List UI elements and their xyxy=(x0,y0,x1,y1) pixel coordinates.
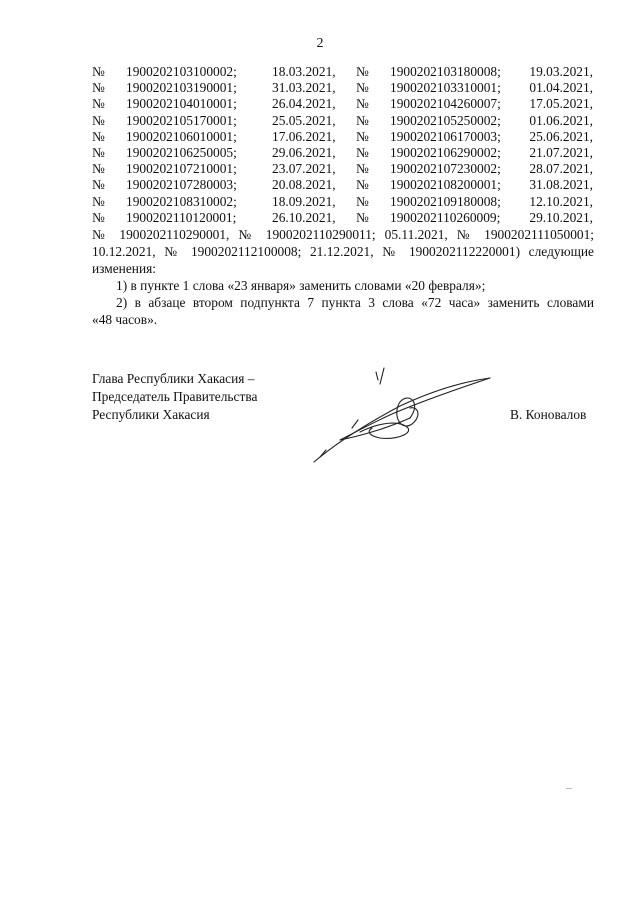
continuation-line-2: 10.12.2021, № 1900202112100008; 21.12.2021, № 1900202112220001) следующие xyxy=(92,244,594,259)
registry-row xyxy=(0,161,640,178)
change-item-2-line-2: «48 часов». xyxy=(92,312,158,327)
registry-date: 18.09.2021, xyxy=(272,193,336,209)
registry-row xyxy=(0,80,640,97)
number-sign: № xyxy=(92,96,105,112)
number-sign: № xyxy=(92,112,105,128)
registry-date: 18.03.2021, xyxy=(272,64,336,79)
registry-number: 1900202106290002; xyxy=(390,145,501,160)
registry-number: 1900202103190001; xyxy=(126,80,237,96)
registry-row xyxy=(0,145,640,162)
registry-number: 1900202105170001; xyxy=(126,112,237,128)
registry-number: 1900202106250005; xyxy=(126,145,237,160)
registry-date: 17.05.2021, xyxy=(529,96,593,112)
registry-number: 1900202107280003; xyxy=(126,177,237,193)
change-item-2-line-1: 2) в абзаце втором подпункта 7 пункта 3 слова «72 часа» заменить словами xyxy=(116,295,594,310)
registry-row xyxy=(0,96,640,113)
signatory-title-line-3: Республики Хакасия xyxy=(92,407,210,422)
change-item-1: 1) в пункте 1 слова «23 января» заменить словами «20 февраля»; xyxy=(116,278,486,293)
registry-number: 1900202108200001; xyxy=(390,177,501,193)
registry-number: 1900202107230002; xyxy=(390,161,501,177)
continuation-line-1: № 1900202110290001, № 1900202110290011; 05.11.2021, № 1900202111050001; xyxy=(92,227,594,242)
signatory-title-line-1: Глава Республики Хакасия – xyxy=(92,371,255,386)
registry-row xyxy=(0,177,640,194)
registry-date: 31.08.2021, xyxy=(529,177,593,193)
registry-date: 28.07.2021, xyxy=(529,161,593,177)
registry-number: 1900202108310002; xyxy=(126,193,237,209)
signatory-title-line-2: Председатель Правительства xyxy=(92,389,258,404)
registry-number: 1900202107210001; xyxy=(126,161,237,177)
number-sign: № xyxy=(92,64,105,79)
number-sign: № xyxy=(356,145,369,160)
registry-row xyxy=(0,210,640,227)
registry-date: 12.10.2021, xyxy=(529,193,593,209)
number-sign: № xyxy=(92,145,105,160)
registry-date: 25.06.2021, xyxy=(529,128,593,144)
number-sign: № xyxy=(356,96,369,112)
registry-date: 19.03.2021, xyxy=(529,64,593,79)
registry-number: 1900202105250002; xyxy=(390,112,501,128)
registry-date: 23.07.2021, xyxy=(272,161,336,177)
registry-date: 21.07.2021, xyxy=(529,145,593,160)
number-sign: № xyxy=(92,177,105,193)
number-sign: № xyxy=(356,64,369,79)
registry-date: 29.06.2021, xyxy=(272,145,336,160)
number-sign: № xyxy=(92,193,105,209)
registry-date: 31.03.2021, xyxy=(272,80,336,96)
number-sign: № xyxy=(356,209,369,225)
number-sign: № xyxy=(92,128,105,144)
signatory-title xyxy=(92,370,257,424)
number-sign: № xyxy=(356,112,369,128)
registry-date: 26.10.2021, xyxy=(272,209,336,225)
registry-number: 1900202103310001; xyxy=(390,80,501,96)
registry-date: 20.08.2021, xyxy=(272,177,336,193)
registry-row xyxy=(0,113,640,130)
registry-number: 1900202104260007; xyxy=(390,96,501,112)
registry-date: 29.10.2021, xyxy=(529,209,593,225)
registry-row xyxy=(0,194,640,211)
number-sign: № xyxy=(92,161,105,177)
number-sign: № xyxy=(356,177,369,193)
registry-number: 1900202103180008; xyxy=(390,64,501,79)
registry-date: 25.05.2021, xyxy=(272,112,336,128)
registry-row xyxy=(0,129,640,146)
registry-number: 1900202103100002; xyxy=(126,64,237,79)
number-sign: № xyxy=(356,80,369,96)
registry-number: 1900202109180008; xyxy=(390,193,501,209)
number-sign: № xyxy=(92,209,105,225)
registry-number: 1900202110260009; xyxy=(390,209,501,225)
registry-date: 17.06.2021, xyxy=(272,128,336,144)
number-sign: № xyxy=(356,128,369,144)
registry-date: 01.04.2021, xyxy=(529,80,593,96)
registry-number: 1900202104010001; xyxy=(126,96,237,112)
registry-date: 26.04.2021, xyxy=(272,96,336,112)
number-sign: № xyxy=(356,161,369,177)
registry-number: 1900202110120001; xyxy=(126,209,237,225)
registry-row xyxy=(0,64,640,81)
page-number: 2 xyxy=(316,36,324,51)
signer-name: В. Коновалов xyxy=(510,407,587,422)
number-sign: № xyxy=(356,193,369,209)
continuation-line-3: изменения: xyxy=(92,261,157,276)
registry-number: 1900202106170003; xyxy=(390,128,501,144)
registry-date: 01.06.2021, xyxy=(529,112,593,128)
number-sign: № xyxy=(92,80,105,96)
scan-mark xyxy=(566,788,572,789)
registry-number: 1900202106010001; xyxy=(126,128,237,144)
handwritten-signature xyxy=(300,362,500,472)
